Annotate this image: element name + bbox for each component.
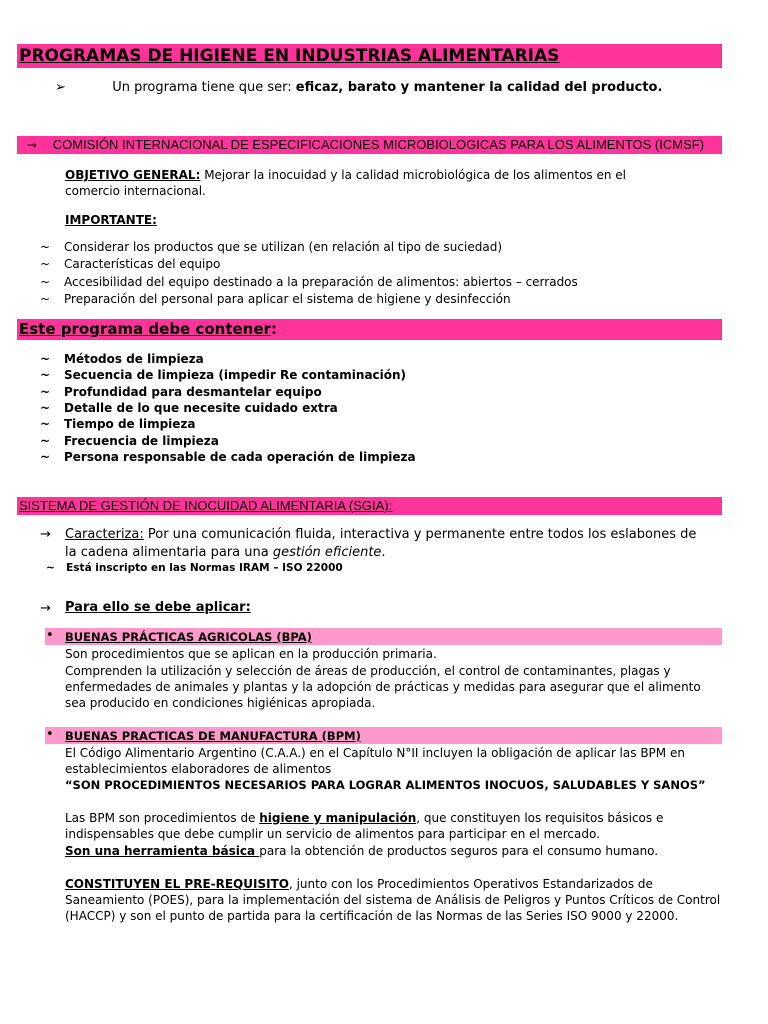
objetivo-paragraph [65,167,665,199]
bpa-line2: Comprenden la utilización y selección de áreas de producción, el control de contaminantes, plagas y enfermedades de animales y plantas y la adopción de prácticas y medidas para asegurar que el alimento sea producido en condiciones higiénicas apropiada. [65,664,701,710]
intro-line [55,80,662,95]
iram-line [46,562,343,574]
bpm-quote: “SON PROCEDIMIENTOS NECESARIOS PARA LOGRAR ALIMENTOS INOCUOS, SALUDABLES Y SANOS” [65,778,706,792]
list-item: ~ Características del equipo [40,257,221,271]
caracteriza-text: Por una comunicación fluida, interactiva y permanente entre todos los eslabones de la cadena alimentaria para una [65,527,697,560]
tilde-bullet-icon: ~ [40,275,51,289]
bpa-heading: BUENAS PRÁCTICAS AGRICOLAS (BPA) [65,630,312,644]
prerequisito-emphasis: CONSTITUYEN EL PRE-REQUISITO [65,877,289,891]
aplicar-arrow-icon: → [40,601,51,616]
tilde-bullet-icon: ~ [40,257,51,271]
bpm-heading: BUENAS PRACTICAS DE MANUFACTURA (BPM) [65,729,361,743]
caracteriza-paragraph: Caracteriza: Por una comunicación fluida, interactiva y permanente entre todos los eslabones de la cadena alimentaria para una gestión eficiente. [65,527,697,560]
tilde-bullet-icon: ~ [46,562,55,574]
list-item: ~ Secuencia de limpieza (impedir Re contaminación) [40,368,407,382]
list-item: ~ Tiempo de limpieza [40,417,196,431]
tilde-bullet-icon: ~ [40,401,51,415]
bpm-para4: CONSTITUYEN EL PRE-REQUISITO, junto con los Procedimientos Operativos Estandarizados de Saneamiento (POES), para la implementación del sistema de Análisis de Peligros y Puntos Críticos de Control (HACCP) y son el punto de partida para la certificación de las Normas de las Series ISO 9000 y 22000. [65,877,721,923]
programa-heading-line: Este programa debe contener: [19,320,277,338]
tilde-bullet-icon: ~ [40,352,51,366]
tilde-bullet-icon: ~ [40,434,51,448]
herramienta-emphasis: Son una herramienta básica [65,844,260,858]
aplicar-heading: Para ello se debe aplicar: [65,600,251,615]
intro-prefix: Un programa tiene que ser: [112,80,296,95]
iram-text: Está inscripto en las Normas IRAM – ISO 22000 [66,562,343,574]
bullet-icon: • [46,628,54,643]
sgia-heading: SISTEMA DE GESTIÓN DE INOCUIDAD ALIMENTARIA (SGIA): [19,498,393,513]
bpm-para3: Son una herramienta básica para la obtención de productos seguros para el consumo humano. [65,844,659,858]
list-item: ~ Detalle de lo que necesite cuidado extra [40,401,338,415]
objetivo-label: OBJETIVO GENERAL: [65,168,201,182]
objetivo-text: Mejorar la inocuidad y la calidad microbiológica de los alimentos en el comercio internacional. [65,168,627,198]
tilde-bullet-icon: ~ [40,450,51,464]
intro-bold: eficaz, barato y mantener la calidad del producto. [295,80,663,95]
tilde-bullet-icon: ~ [40,240,51,254]
icmsf-heading-line [27,137,704,152]
caracteriza-label: Caracteriza: [65,527,144,542]
caracteriza-arrow-icon: → [40,527,51,542]
tilde-bullet-icon: ~ [40,368,51,382]
higiene-emphasis: higiene y manipulación [259,811,417,825]
list-item: ~ Preparación del personal para aplicar el sistema de higiene y desinfección [40,292,511,306]
arrow-icon: → [27,138,38,152]
tilde-bullet-icon: ~ [40,385,51,399]
tilde-bullet-icon: ~ [40,417,51,431]
caracteriza-italic: gestión eficiente [272,545,382,560]
tilde-bullet-icon: ~ [40,292,51,306]
importante-label: IMPORTANTE: [65,213,157,227]
arrowhead-bullet-icon: ➢ [55,80,66,95]
bpm-para2: Las BPM son procedimientos de higiene y manipulación, que constituyen los requisitos básicos e indispensables que debe cumplir un servicio de alimentos para participar en el mercado. [65,811,664,841]
list-item: ~ Frecuencia de limpieza [40,434,219,448]
programa-heading: Este programa debe contener [19,320,271,338]
bpm-para1: El Código Alimentario Argentino (C.A.A.) en el Capítulo N°II incluyen la obligación de aplicar las BPM en establecimientos elaboradores de alimentos [65,746,685,776]
list-item: ~ Métodos de limpieza [40,352,204,366]
bullet-icon: • [46,727,54,742]
list-item: ~ Accesibilidad del equipo destinado a la preparación de alimentos: abiertos – cerrados [40,275,578,289]
list-item: ~ Considerar los productos que se utilizan (en relación al tipo de suciedad) [40,240,502,254]
list-item: ~ Persona responsable de cada operación de limpieza [40,450,416,464]
icmsf-heading: COMISIÓN INTERNACIONAL DE ESPECIFICACIONES MICROBIOLOGICAS PARA LOS ALIMENTOS (ICMSF) [52,137,705,152]
bpa-line1: Son procedimientos que se aplican en la producción primaria. [65,647,437,661]
list-item: ~ Profundidad para desmantelar equipo [40,385,322,399]
page-title: PROGRAMAS DE HIGIENE EN INDUSTRIAS ALIMENTARIAS [19,46,560,66]
